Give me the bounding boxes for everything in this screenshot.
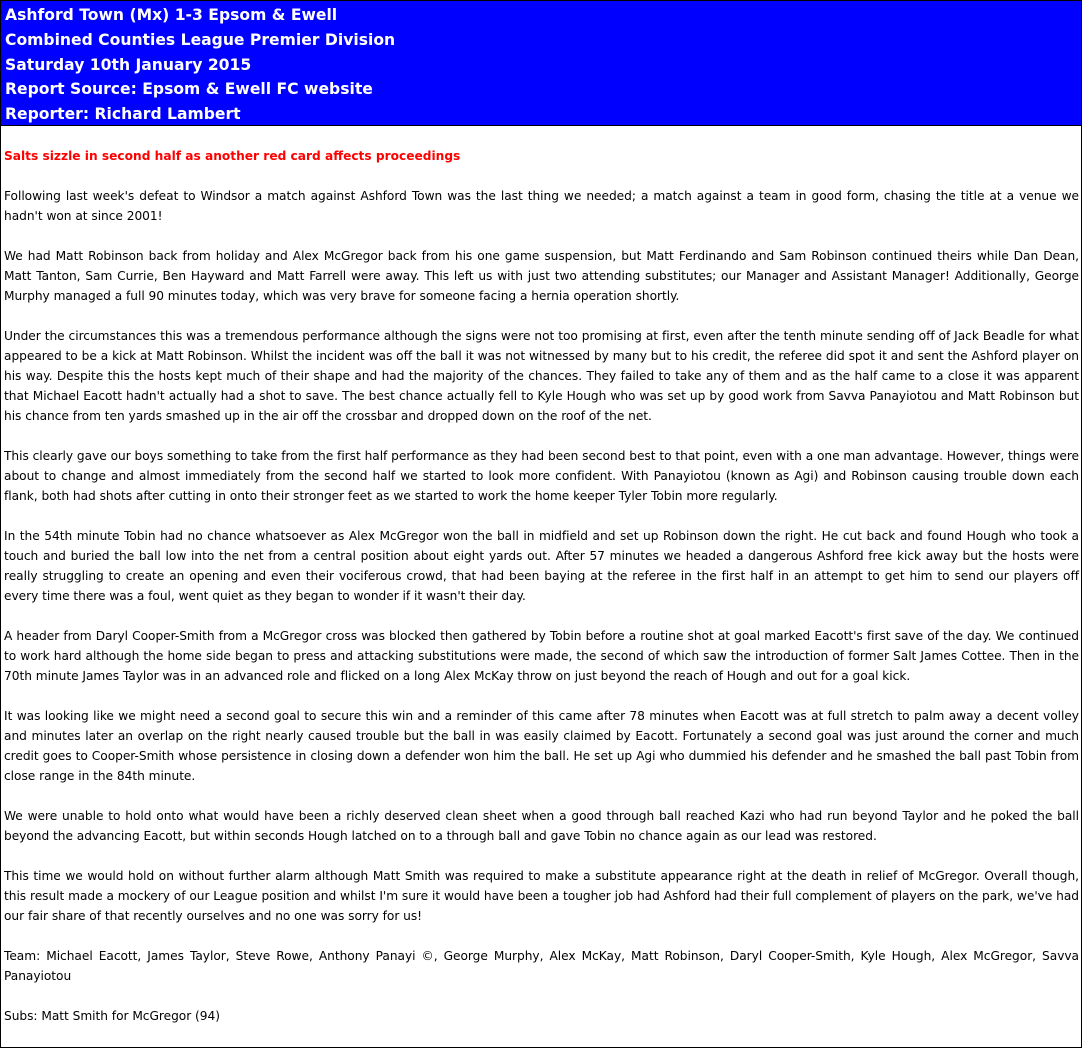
report-paragraph: Following last week's defeat to Windsor a match against Ashford Town was the last thing we needed; a match against a team in good form, chasing the title at a venue we hadn't won at since 2001! [4, 189, 1079, 223]
match-date: Saturday 10th January 2015 [5, 55, 252, 74]
report-paragraph: A header from Daryl Cooper-Smith from a McGregor cross was blocked then gathered by Tobin before a routine shot at goal marked Eacott's first save of the day. We continued to work hard although the home side began to press and attacking substitutions were made, the second of which saw the introduction of former Salt James Cottee. Then in the 70th minute James Taylor was in an advanced role and flicked on a long Alex McKay throw on just beyond the reach of Hough and out for a goal kick. [4, 629, 1079, 683]
team-lineup: Team: Michael Eacott, James Taylor, Steve Rowe, Anthony Panayi ©, George Murphy, Alex McKay, Matt Robinson, Daryl Cooper-Smith, Kyle Hough, Alex McGregor, Savva Panayiotou [4, 949, 1079, 983]
report-body [1, 126, 1081, 1026]
substitutes: Subs: Matt Smith for McGregor (94) [4, 1009, 220, 1023]
report-paragraph: This clearly gave our boys something to take from the first half performance as they had been second best to that point, even with a one man advantage. However, things were about to change and almost immediately from the second half we started to look more confident. With Panayiotou (known as Agi) and Robinson causing trouble down each flank, both had shots after cutting in onto their stronger feet as we started to work the home keeper Tyler Tobin more regularly. [4, 449, 1079, 503]
competition-name: Combined Counties League Premier Division [5, 30, 396, 49]
report-paragraph: In the 54th minute Tobin had no chance whatsoever as Alex McGregor won the ball in midfield and set up Robinson down the right. He cut back and found Hough who took a touch and buried the ball low into the net from a central position about eight yards out. After 57 minutes we headed a dangerous Ashford free kick away but the hosts were really struggling to create an opening and even their vociferous crowd, that had been baying at the referee in the first half in an attempt to get him to send our players off every time there was a foul, went quiet as they began to wonder if it wasn't their day. [4, 529, 1079, 603]
report-source: Report Source: Epsom & Ewell FC website [5, 80, 373, 99]
report-paragraph: It was looking like we might need a second goal to secure this win and a reminder of this came after 78 minutes when Eacott was at full stretch to palm away a decent volley and minutes later an overlap on the right nearly caused trouble but the ball in was easily claimed by Eacott. Fortunately a second goal was just around the corner and much credit goes to Cooper-Smith whose persistence in closing down a defender won him the ball. He set up Agi who dummied his defender and he smashed the ball past Tobin from close range in the 84th minute. [4, 709, 1079, 783]
report-paragraph: We were unable to hold onto what would have been a richly deserved clean sheet when a good through ball reached Kazi who had run beyond Taylor and he poked the ball beyond the advancing Eacott, but within seconds Hough latched on to a through ball and gave Tobin no chance again as our lead was restored. [4, 809, 1079, 843]
report-paragraph: We had Matt Robinson back from holiday and Alex McGregor back from his one game suspension, but Matt Ferdinando and Sam Robinson continued theirs while Dan Dean, Matt Tanton, Sam Currie, Ben Hayward and Matt Farrell were away. This left us with just two attending substitutes; our Manager and Assistant Manager! Additionally, George Murphy managed a full 90 minutes today, which was very brave for someone facing a hernia operation shortly. [4, 249, 1079, 303]
match-title: Ashford Town (Mx) 1-3 Epsom & Ewell [5, 6, 338, 24]
report-paragraph: Under the circumstances this was a tremendous performance although the signs were not too promising at first, even after the tenth minute sending off of Jack Beadle for what appeared to be a kick at Matt Robinson. Whilst the incident was off the ball it was not witnessed by many but to his credit, the referee did spot it and sent the Ashford player on his way. Despite this the hosts kept much of their shape and had the majority of the chances. They failed to take any of them and as the half came to a close it was apparent that Michael Eacott hadn't actually had a shot to save. The best chance actually fell to Kyle Hough who was set up by good work from Savva Panayiotou and Matt Robinson but his chance from ten yards smashed up in the air off the crossbar and dropped down on the roof of the net. [4, 329, 1079, 423]
report-headline: Salts sizzle in second half as another red card affects proceedings [4, 149, 461, 163]
report-header [1, 1, 1081, 126]
reporter-name: Reporter: Richard Lambert [5, 105, 241, 124]
report-paragraph: This time we would hold on without further alarm although Matt Smith was required to make a substitute appearance right at the death in relief of McGregor. Overall though, this result made a mockery of our League position and whilst I'm sure it would have been a tougher job had Ashford had their full complement of players on the park, we've had our fair share of that recently ourselves and no one was sorry for us! [4, 869, 1079, 923]
